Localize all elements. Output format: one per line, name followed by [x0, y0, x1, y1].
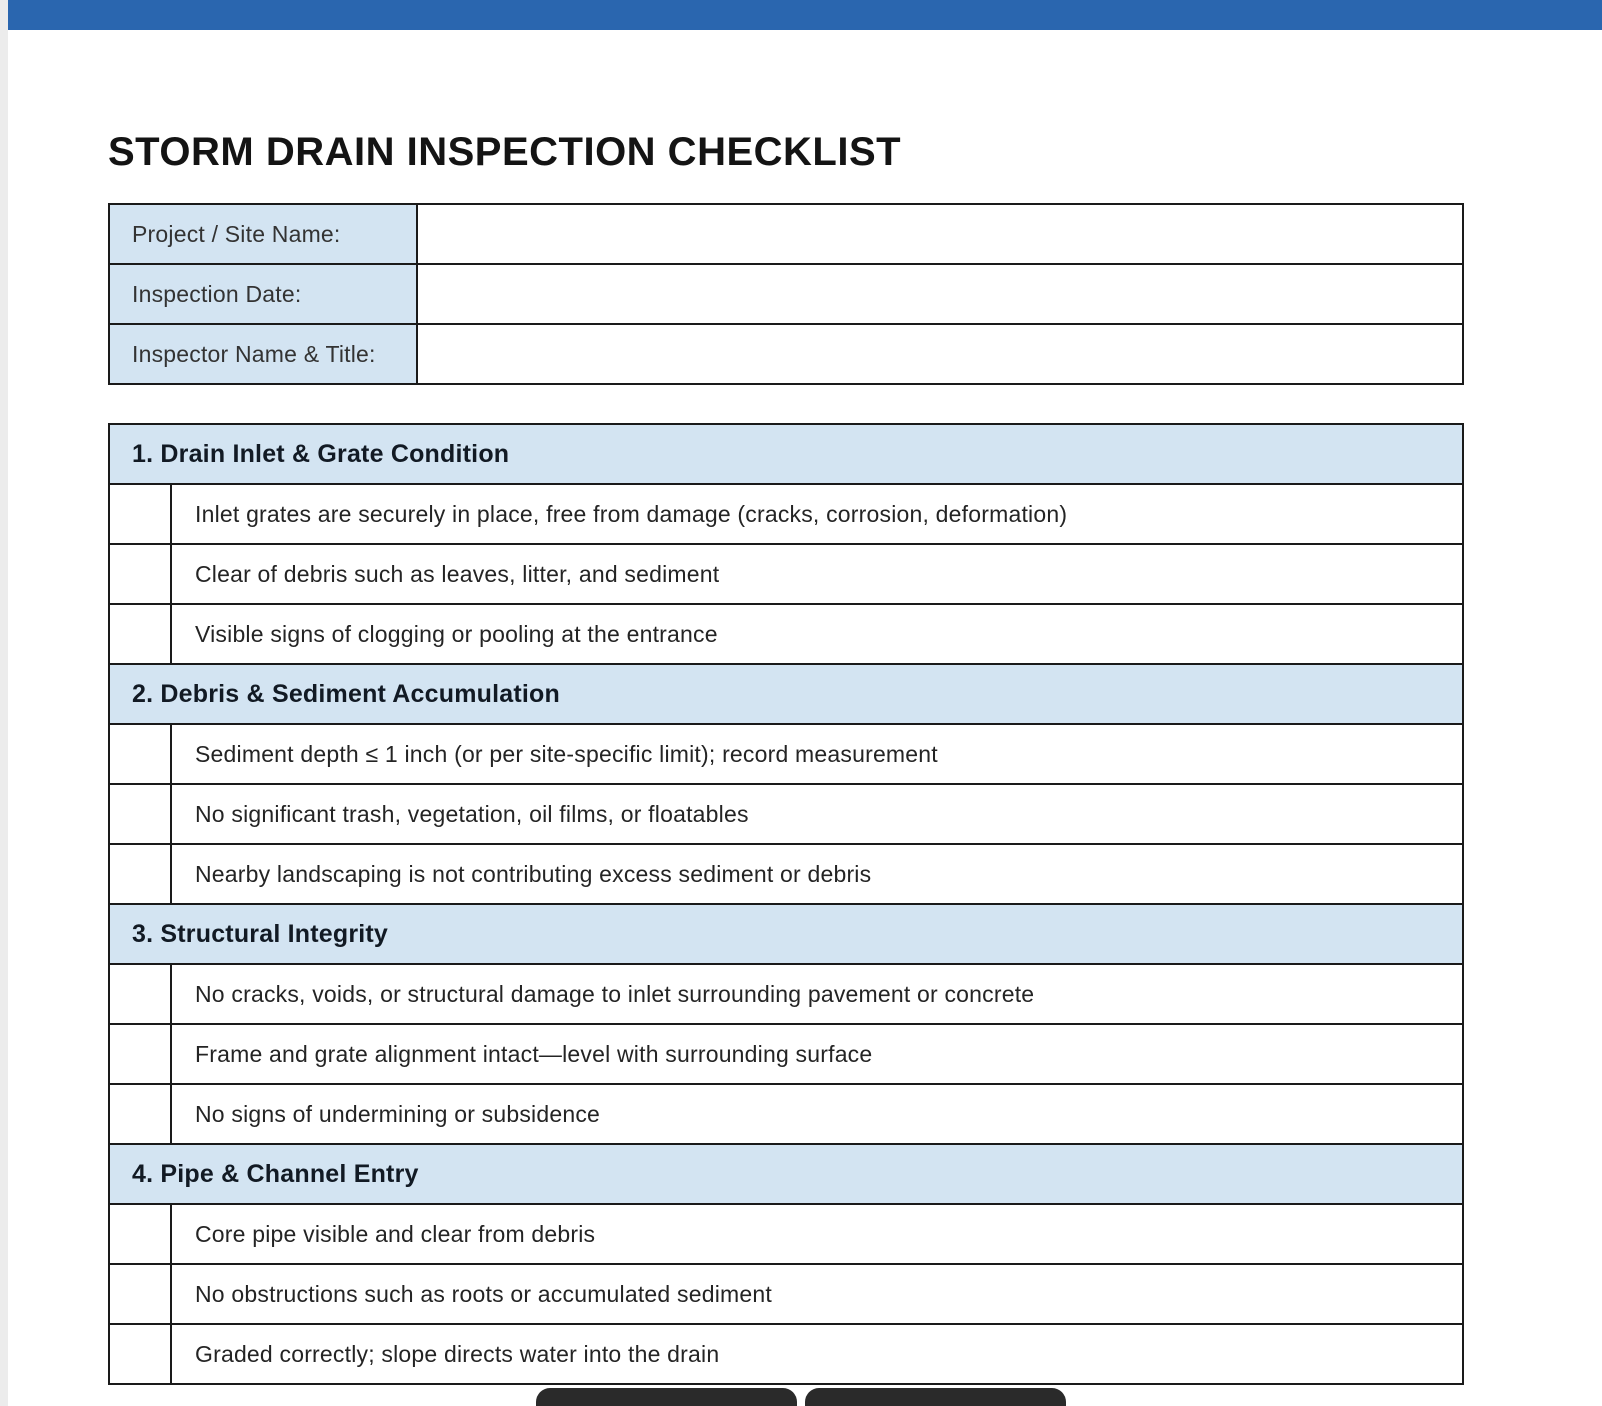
section-header-row	[109, 904, 1463, 964]
checklist-item-label: Visible signs of clogging or pooling at the entrance	[171, 604, 1463, 664]
checkbox-cell[interactable]	[109, 1264, 171, 1324]
checklist-item-label: Clear of debris such as leaves, litter, and sediment	[171, 544, 1463, 604]
info-row-value-field[interactable]	[417, 324, 1463, 384]
info-table	[108, 203, 1464, 385]
checkbox-cell[interactable]	[109, 1204, 171, 1264]
checkbox-cell[interactable]	[109, 1084, 171, 1144]
viewer-toolbar[interactable]	[536, 1388, 1066, 1406]
checkbox-cell[interactable]	[109, 1024, 171, 1084]
checkbox-cell[interactable]	[109, 964, 171, 1024]
checklist-item-row	[109, 784, 1463, 844]
section-title: 2. Debris & Sediment Accumulation	[109, 664, 1463, 724]
checkbox-cell[interactable]	[109, 784, 171, 844]
checklist-item-row	[109, 1324, 1463, 1384]
checkbox-cell[interactable]	[109, 544, 171, 604]
section-title: 4. Pipe & Channel Entry	[109, 1144, 1463, 1204]
info-row-value-field[interactable]	[417, 264, 1463, 324]
checklist-item-label: No cracks, voids, or structural damage to inlet surrounding pavement or concrete	[171, 964, 1463, 1024]
checklist-item-label: Sediment depth ≤ 1 inch (or per site-specific limit); record measurement	[171, 724, 1463, 784]
document-page	[108, 0, 1464, 1385]
checklist-item-label: Inlet grates are securely in place, free from damage (cracks, corrosion, deformation)	[171, 484, 1463, 544]
info-row-label: Inspection Date:	[109, 264, 417, 324]
checklist-item-row	[109, 1084, 1463, 1144]
info-row-label: Project / Site Name:	[109, 204, 417, 264]
viewer-toolbar-segment-left[interactable]	[536, 1388, 797, 1406]
checklist-item-row	[109, 1024, 1463, 1084]
info-row-label: Inspector Name & Title:	[109, 324, 417, 384]
section-header-row	[109, 664, 1463, 724]
checklist-item-label: Nearby landscaping is not contributing excess sediment or debris	[171, 844, 1463, 904]
page-left-edge	[0, 0, 8, 1406]
section-header-row	[109, 1144, 1463, 1204]
section-header-row	[109, 424, 1463, 484]
section-title: 3. Structural Integrity	[109, 904, 1463, 964]
checkbox-cell[interactable]	[109, 844, 171, 904]
checklist-item-row	[109, 724, 1463, 784]
checklist-table	[108, 423, 1464, 1385]
checklist-item-label: No obstructions such as roots or accumulated sediment	[171, 1264, 1463, 1324]
checklist-item-label: Graded correctly; slope directs water into the drain	[171, 1324, 1463, 1384]
checklist-item-row	[109, 1204, 1463, 1264]
checklist-item-label: Core pipe visible and clear from debris	[171, 1204, 1463, 1264]
checklist-item-row	[109, 484, 1463, 544]
checklist-item-label: Frame and grate alignment intact—level with surrounding surface	[171, 1024, 1463, 1084]
checklist-item-row	[109, 844, 1463, 904]
checkbox-cell[interactable]	[109, 484, 171, 544]
page-title: STORM DRAIN INSPECTION CHECKLIST	[108, 130, 902, 174]
checklist-item-row	[109, 1264, 1463, 1324]
info-row	[109, 204, 1463, 264]
viewer-toolbar-segment-right[interactable]	[805, 1388, 1066, 1406]
checkbox-cell[interactable]	[109, 604, 171, 664]
checklist-item-label: No signs of undermining or subsidence	[171, 1084, 1463, 1144]
checklist-item-row	[109, 544, 1463, 604]
checklist-item-row	[109, 604, 1463, 664]
checklist-item-label: No significant trash, vegetation, oil films, or floatables	[171, 784, 1463, 844]
info-row	[109, 324, 1463, 384]
info-row	[109, 264, 1463, 324]
section-title: 1. Drain Inlet & Grate Condition	[109, 424, 1463, 484]
info-row-value-field[interactable]	[417, 204, 1463, 264]
checkbox-cell[interactable]	[109, 1324, 171, 1384]
checkbox-cell[interactable]	[109, 724, 171, 784]
checklist-item-row	[109, 964, 1463, 1024]
